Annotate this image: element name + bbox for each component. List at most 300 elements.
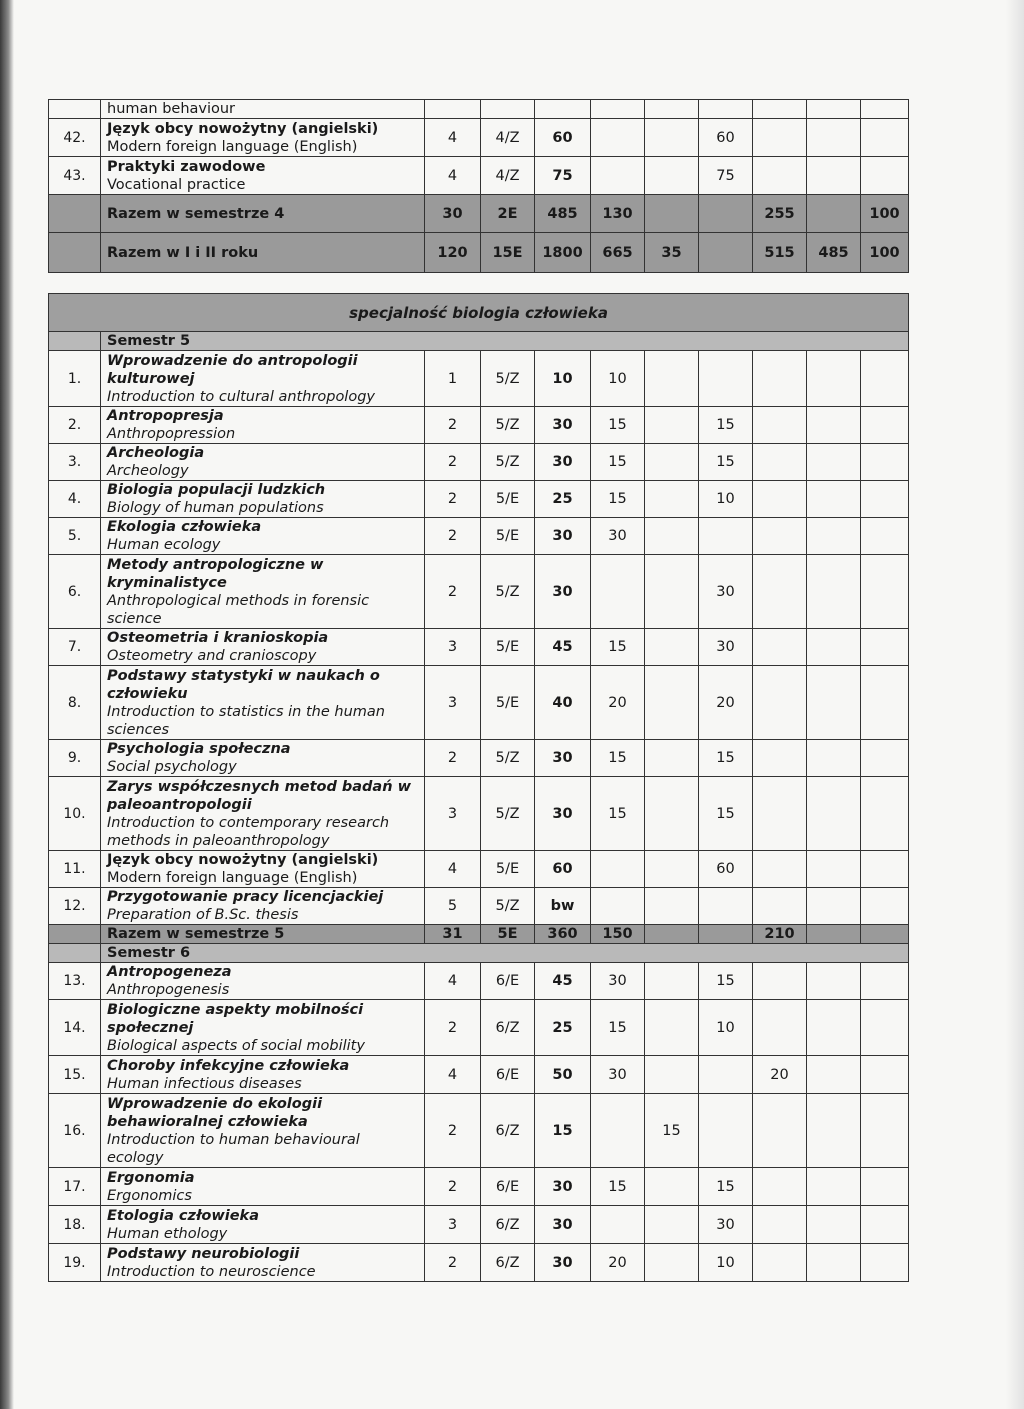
exercise-hours-cell: 20 bbox=[699, 666, 753, 740]
exercise-hours-cell bbox=[699, 351, 753, 407]
form-cell: 6/Z bbox=[481, 1094, 535, 1168]
specialization-title: specjalność biologia człowieka bbox=[49, 294, 909, 332]
row-number: 1. bbox=[49, 351, 101, 407]
form-cell: 5/Z bbox=[481, 740, 535, 777]
project-hours-cell bbox=[807, 351, 861, 407]
summary-empty-cell bbox=[699, 925, 753, 944]
row-number: 6. bbox=[49, 555, 101, 629]
summary-l-cell bbox=[807, 925, 861, 944]
project-hours-cell bbox=[807, 1168, 861, 1206]
summary-p-cell: 100 bbox=[861, 233, 909, 273]
row-number: 18. bbox=[49, 1206, 101, 1244]
summary-label: Razem w semestrze 4 bbox=[101, 195, 425, 233]
total-hours-cell: 10 bbox=[535, 351, 591, 407]
course-name-en: Preparation of B.Sc. thesis bbox=[107, 907, 299, 923]
ects-cell: 2 bbox=[425, 481, 481, 518]
table-row bbox=[49, 157, 909, 195]
lecture-hours-cell bbox=[591, 1094, 645, 1168]
total-hours-cell: 30 bbox=[535, 740, 591, 777]
other-hours-cell bbox=[861, 407, 909, 444]
lecture-hours-cell bbox=[591, 119, 645, 157]
table-row bbox=[49, 518, 909, 555]
lab-hours-cell bbox=[753, 851, 807, 888]
project-hours-cell bbox=[807, 777, 861, 851]
seminar-hours-cell bbox=[645, 851, 699, 888]
table-row bbox=[49, 666, 909, 740]
row-number: 17. bbox=[49, 1168, 101, 1206]
form-cell: 5/E bbox=[481, 518, 535, 555]
course-name-cell bbox=[101, 351, 425, 407]
ects-cell: 4 bbox=[425, 963, 481, 1000]
total-hours-cell: bw bbox=[535, 888, 591, 925]
course-name-en: Biological aspects of social mobility bbox=[107, 1037, 365, 1054]
seminar-hours-cell bbox=[645, 157, 699, 195]
course-name-cell bbox=[101, 518, 425, 555]
total-hours-cell: 25 bbox=[535, 481, 591, 518]
course-name-en: Social psychology bbox=[107, 759, 237, 775]
project-hours-cell bbox=[807, 666, 861, 740]
summary-e-cell: 515 bbox=[753, 233, 807, 273]
lecture-hours-cell: 10 bbox=[591, 351, 645, 407]
summary-ects-cell: 120 bbox=[425, 233, 481, 273]
summary-e-cell: 210 bbox=[753, 925, 807, 944]
lecture-hours-cell: 15 bbox=[591, 629, 645, 666]
summary-s-cell: 35 bbox=[645, 233, 699, 273]
seminar-hours-cell bbox=[645, 481, 699, 518]
total-hours-cell: 75 bbox=[535, 157, 591, 195]
total-hours-cell: 45 bbox=[535, 629, 591, 666]
row-number: 4. bbox=[49, 481, 101, 518]
row-number: 42. bbox=[49, 119, 101, 157]
other-hours-cell bbox=[861, 351, 909, 407]
table2-body bbox=[49, 294, 909, 1282]
seminar-hours-cell bbox=[645, 1244, 699, 1282]
exercise-hours-cell: 10 bbox=[699, 1244, 753, 1282]
lab-hours-cell bbox=[753, 444, 807, 481]
ects-cell: 2 bbox=[425, 407, 481, 444]
course-name-cell bbox=[101, 666, 425, 740]
form-cell: 5/E bbox=[481, 851, 535, 888]
exercise-hours-cell bbox=[699, 1056, 753, 1094]
exercise-hours-cell bbox=[699, 518, 753, 555]
lab-hours-cell bbox=[753, 518, 807, 555]
course-name-pl: Ergonomia bbox=[107, 1169, 195, 1186]
lab-hours-cell bbox=[753, 666, 807, 740]
lab-hours-cell bbox=[753, 1000, 807, 1056]
other-hours-cell bbox=[861, 1244, 909, 1282]
exercise-hours-cell: 60 bbox=[699, 119, 753, 157]
course-name-cell bbox=[101, 629, 425, 666]
summary-total-cell: 1800 bbox=[535, 233, 591, 273]
form-cell: 6/E bbox=[481, 963, 535, 1000]
lab-hours-cell bbox=[753, 119, 807, 157]
course-name-en: Ergonomics bbox=[107, 1187, 192, 1204]
lab-hours-cell bbox=[753, 963, 807, 1000]
other-hours-cell bbox=[861, 444, 909, 481]
table-row bbox=[49, 1244, 909, 1282]
table-row bbox=[49, 555, 909, 629]
course-name-cell bbox=[101, 888, 425, 925]
course-name-en: Introduction to cultural anthropology bbox=[107, 388, 375, 405]
exercise-hours-cell: 75 bbox=[699, 157, 753, 195]
lecture-hours-cell: 15 bbox=[591, 777, 645, 851]
curriculum-table-year-2 bbox=[48, 99, 909, 273]
course-name-en: human behaviour bbox=[107, 101, 236, 117]
course-name-en: Human ethology bbox=[107, 1225, 228, 1242]
lecture-hours-cell: 20 bbox=[591, 666, 645, 740]
seminar-hours-cell bbox=[645, 1206, 699, 1244]
course-name-cell bbox=[101, 963, 425, 1000]
summary-label: Razem w I i II roku bbox=[101, 233, 425, 273]
summary-number-cell bbox=[49, 195, 101, 233]
table-row bbox=[49, 888, 909, 925]
lab-hours-cell bbox=[753, 407, 807, 444]
ects-cell: 1 bbox=[425, 351, 481, 407]
specialization-title-row bbox=[49, 294, 909, 332]
total-hours-cell: 40 bbox=[535, 666, 591, 740]
summary-w-cell: 150 bbox=[591, 925, 645, 944]
lecture-hours-cell: 15 bbox=[591, 407, 645, 444]
form-cell: 5/Z bbox=[481, 777, 535, 851]
exercise-hours-cell: 10 bbox=[699, 481, 753, 518]
course-name-en: Anthropogenesis bbox=[107, 982, 230, 998]
course-name-cell bbox=[101, 740, 425, 777]
form-cell: 6/Z bbox=[481, 1206, 535, 1244]
table-row bbox=[49, 1094, 909, 1168]
lab-hours-cell bbox=[753, 351, 807, 407]
ects-cell: 2 bbox=[425, 1000, 481, 1056]
lab-hours-cell bbox=[753, 157, 807, 195]
table-row bbox=[49, 1000, 909, 1056]
course-name-en: Anthropopression bbox=[107, 426, 236, 442]
exercise-hours-cell: 30 bbox=[699, 629, 753, 666]
summary-row bbox=[49, 925, 909, 944]
ects-cell: 3 bbox=[425, 777, 481, 851]
exercise-hours-cell bbox=[699, 100, 753, 119]
section-number-cell bbox=[49, 944, 101, 963]
ects-cell bbox=[425, 100, 481, 119]
seminar-hours-cell bbox=[645, 1056, 699, 1094]
course-name-cell bbox=[101, 100, 425, 119]
other-hours-cell bbox=[861, 629, 909, 666]
summary-form-cell: 2E bbox=[481, 195, 535, 233]
ects-cell: 4 bbox=[425, 119, 481, 157]
form-cell: 5/Z bbox=[481, 407, 535, 444]
course-name-cell bbox=[101, 851, 425, 888]
form-cell: 6/Z bbox=[481, 1244, 535, 1282]
other-hours-cell bbox=[861, 1206, 909, 1244]
exercise-hours-cell: 10 bbox=[699, 1000, 753, 1056]
lab-hours-cell bbox=[753, 1206, 807, 1244]
project-hours-cell bbox=[807, 481, 861, 518]
other-hours-cell bbox=[861, 740, 909, 777]
project-hours-cell bbox=[807, 1094, 861, 1168]
scan-edge-right bbox=[1006, 0, 1024, 1409]
course-name-pl: Choroby infekcyjne człowieka bbox=[107, 1057, 350, 1074]
total-hours-cell: 60 bbox=[535, 851, 591, 888]
form-cell: 4/Z bbox=[481, 157, 535, 195]
exercise-hours-cell bbox=[699, 1094, 753, 1168]
other-hours-cell bbox=[861, 518, 909, 555]
ects-cell: 2 bbox=[425, 1244, 481, 1282]
project-hours-cell bbox=[807, 963, 861, 1000]
summary-empty-cell bbox=[699, 233, 753, 273]
row-number: 11. bbox=[49, 851, 101, 888]
ects-cell: 2 bbox=[425, 518, 481, 555]
lecture-hours-cell: 15 bbox=[591, 1168, 645, 1206]
course-name-cell bbox=[101, 444, 425, 481]
table-row bbox=[49, 851, 909, 888]
course-name-en: Osteometry and cranioscopy bbox=[107, 648, 317, 664]
row-number: 13. bbox=[49, 963, 101, 1000]
course-name-pl: Biologia populacji ludzkich bbox=[107, 482, 326, 498]
seminar-hours-cell bbox=[645, 100, 699, 119]
exercise-hours-cell: 15 bbox=[699, 740, 753, 777]
exercise-hours-cell: 60 bbox=[699, 851, 753, 888]
course-name-pl: Antropogeneza bbox=[107, 964, 232, 980]
total-hours-cell bbox=[535, 100, 591, 119]
form-cell: 6/Z bbox=[481, 1000, 535, 1056]
course-name-en: Archeology bbox=[107, 463, 189, 479]
seminar-hours-cell bbox=[645, 740, 699, 777]
table-row bbox=[49, 1168, 909, 1206]
course-name-cell bbox=[101, 481, 425, 518]
seminar-hours-cell bbox=[645, 555, 699, 629]
lab-hours-cell bbox=[753, 888, 807, 925]
total-hours-cell: 60 bbox=[535, 119, 591, 157]
other-hours-cell bbox=[861, 963, 909, 1000]
course-name-pl: Psychologia społeczna bbox=[107, 741, 291, 757]
lab-hours-cell bbox=[753, 777, 807, 851]
seminar-hours-cell bbox=[645, 963, 699, 1000]
course-name-cell bbox=[101, 1206, 425, 1244]
lecture-hours-cell bbox=[591, 888, 645, 925]
form-cell: 6/E bbox=[481, 1056, 535, 1094]
other-hours-cell bbox=[861, 481, 909, 518]
project-hours-cell bbox=[807, 518, 861, 555]
total-hours-cell: 30 bbox=[535, 444, 591, 481]
lecture-hours-cell: 20 bbox=[591, 1244, 645, 1282]
other-hours-cell bbox=[861, 1168, 909, 1206]
ects-cell: 4 bbox=[425, 157, 481, 195]
project-hours-cell bbox=[807, 100, 861, 119]
total-hours-cell: 30 bbox=[535, 518, 591, 555]
summary-w-cell: 130 bbox=[591, 195, 645, 233]
exercise-hours-cell: 15 bbox=[699, 407, 753, 444]
course-name-pl: Podstawy neurobiologii bbox=[107, 1245, 300, 1262]
project-hours-cell bbox=[807, 1056, 861, 1094]
summary-label: Razem w semestrze 5 bbox=[101, 925, 425, 944]
table1-body bbox=[49, 100, 909, 273]
exercise-hours-cell: 30 bbox=[699, 555, 753, 629]
summary-s-cell bbox=[645, 195, 699, 233]
course-name-en: Biology of human populations bbox=[107, 500, 324, 516]
other-hours-cell bbox=[861, 1000, 909, 1056]
form-cell: 5/Z bbox=[481, 444, 535, 481]
course-name-cell bbox=[101, 777, 425, 851]
course-name-pl: Podstawy statystyki w naukach o człowieku bbox=[107, 667, 380, 702]
lab-hours-cell bbox=[753, 629, 807, 666]
course-name-pl: Przygotowanie pracy licencjackiej bbox=[107, 889, 384, 905]
row-number bbox=[49, 100, 101, 119]
table-row bbox=[49, 1206, 909, 1244]
exercise-hours-cell: 30 bbox=[699, 1206, 753, 1244]
seminar-hours-cell bbox=[645, 407, 699, 444]
form-cell: 5/E bbox=[481, 629, 535, 666]
seminar-hours-cell bbox=[645, 888, 699, 925]
lecture-hours-cell bbox=[591, 1206, 645, 1244]
ects-cell: 4 bbox=[425, 1056, 481, 1094]
lab-hours-cell bbox=[753, 1244, 807, 1282]
row-number: 5. bbox=[49, 518, 101, 555]
row-number: 7. bbox=[49, 629, 101, 666]
course-name-pl: Etologia człowieka bbox=[107, 1207, 259, 1224]
table-row bbox=[49, 444, 909, 481]
table-row bbox=[49, 777, 909, 851]
other-hours-cell bbox=[861, 1094, 909, 1168]
project-hours-cell bbox=[807, 119, 861, 157]
form-cell: 5/Z bbox=[481, 888, 535, 925]
other-hours-cell bbox=[861, 119, 909, 157]
scan-edge-left bbox=[0, 0, 14, 1409]
course-name-pl: Praktyki zawodowe bbox=[107, 158, 266, 175]
lecture-hours-cell: 15 bbox=[591, 444, 645, 481]
form-cell bbox=[481, 100, 535, 119]
summary-s-cell bbox=[645, 925, 699, 944]
course-name-en: Introduction to neuroscience bbox=[107, 1263, 316, 1280]
summary-total-cell: 360 bbox=[535, 925, 591, 944]
lab-hours-cell bbox=[753, 481, 807, 518]
ects-cell: 2 bbox=[425, 1094, 481, 1168]
course-name-pl: Zarys współczesnych metod badań w paleoantropologii bbox=[107, 778, 411, 813]
ects-cell: 3 bbox=[425, 666, 481, 740]
seminar-hours-cell bbox=[645, 777, 699, 851]
lecture-hours-cell bbox=[591, 555, 645, 629]
course-name-pl: Wprowadzenie do antropologii kulturowej bbox=[107, 352, 358, 387]
course-name-en: Modern foreign language (English) bbox=[107, 138, 358, 155]
summary-row bbox=[49, 233, 909, 273]
lecture-hours-cell: 15 bbox=[591, 1000, 645, 1056]
exercise-hours-cell: 15 bbox=[699, 777, 753, 851]
row-number: 19. bbox=[49, 1244, 101, 1282]
total-hours-cell: 30 bbox=[535, 1168, 591, 1206]
lab-hours-cell bbox=[753, 555, 807, 629]
summary-l-cell bbox=[807, 195, 861, 233]
other-hours-cell bbox=[861, 555, 909, 629]
total-hours-cell: 30 bbox=[535, 407, 591, 444]
seminar-hours-cell bbox=[645, 1168, 699, 1206]
row-number: 12. bbox=[49, 888, 101, 925]
summary-p-cell: 100 bbox=[861, 195, 909, 233]
other-hours-cell bbox=[861, 157, 909, 195]
total-hours-cell: 30 bbox=[535, 777, 591, 851]
course-name-pl: Język obcy nowożytny (angielski) bbox=[107, 852, 379, 868]
summary-empty-cell bbox=[861, 925, 909, 944]
project-hours-cell bbox=[807, 888, 861, 925]
course-name-cell bbox=[101, 157, 425, 195]
ects-cell: 5 bbox=[425, 888, 481, 925]
course-name-en: Introduction to human behavioural ecology bbox=[107, 1131, 360, 1166]
table-row bbox=[49, 100, 909, 119]
ects-cell: 2 bbox=[425, 444, 481, 481]
course-name-pl: Archeologia bbox=[107, 445, 205, 461]
seminar-hours-cell: 15 bbox=[645, 1094, 699, 1168]
row-number: 9. bbox=[49, 740, 101, 777]
course-name-cell bbox=[101, 1168, 425, 1206]
course-name-cell bbox=[101, 1000, 425, 1056]
form-cell: 5/E bbox=[481, 481, 535, 518]
summary-empty-cell bbox=[699, 195, 753, 233]
section-number-cell bbox=[49, 332, 101, 351]
summary-number-cell bbox=[49, 925, 101, 944]
total-hours-cell: 25 bbox=[535, 1000, 591, 1056]
course-name-en: Introduction to statistics in the human sciences bbox=[107, 703, 385, 738]
course-name-en: Modern foreign language (English) bbox=[107, 870, 358, 886]
course-name-en: Anthropological methods in forensic science bbox=[107, 592, 370, 627]
ects-cell: 2 bbox=[425, 555, 481, 629]
seminar-hours-cell bbox=[645, 629, 699, 666]
course-name-cell bbox=[101, 1056, 425, 1094]
other-hours-cell bbox=[861, 851, 909, 888]
other-hours-cell bbox=[861, 1056, 909, 1094]
lab-hours-cell bbox=[753, 100, 807, 119]
other-hours-cell bbox=[861, 666, 909, 740]
project-hours-cell bbox=[807, 629, 861, 666]
project-hours-cell bbox=[807, 157, 861, 195]
ects-cell: 3 bbox=[425, 629, 481, 666]
semester-6-header bbox=[49, 944, 909, 963]
course-name-pl: Ekologia człowieka bbox=[107, 519, 262, 535]
project-hours-cell bbox=[807, 740, 861, 777]
course-name-pl: Język obcy nowożytny (angielski) bbox=[107, 120, 379, 137]
summary-w-cell: 665 bbox=[591, 233, 645, 273]
row-number: 3. bbox=[49, 444, 101, 481]
course-name-en: Human infectious diseases bbox=[107, 1075, 302, 1092]
table-row bbox=[49, 963, 909, 1000]
seminar-hours-cell bbox=[645, 1000, 699, 1056]
course-name-pl: Antropopresja bbox=[107, 408, 224, 424]
table-row bbox=[49, 629, 909, 666]
table-row bbox=[49, 351, 909, 407]
lab-hours-cell bbox=[753, 740, 807, 777]
lab-hours-cell bbox=[753, 1094, 807, 1168]
table-row bbox=[49, 481, 909, 518]
course-name-pl: Biologiczne aspekty mobilności społecznej bbox=[107, 1001, 364, 1036]
exercise-hours-cell: 15 bbox=[699, 444, 753, 481]
table-row bbox=[49, 407, 909, 444]
course-name-cell bbox=[101, 407, 425, 444]
ects-cell: 2 bbox=[425, 1168, 481, 1206]
form-cell: 6/E bbox=[481, 1168, 535, 1206]
lecture-hours-cell bbox=[591, 851, 645, 888]
lecture-hours-cell: 30 bbox=[591, 518, 645, 555]
exercise-hours-cell: 15 bbox=[699, 963, 753, 1000]
course-name-cell bbox=[101, 1244, 425, 1282]
summary-l-cell: 485 bbox=[807, 233, 861, 273]
row-number: 2. bbox=[49, 407, 101, 444]
semester-5-header bbox=[49, 332, 909, 351]
total-hours-cell: 15 bbox=[535, 1094, 591, 1168]
lecture-hours-cell bbox=[591, 100, 645, 119]
exercise-hours-cell bbox=[699, 888, 753, 925]
seminar-hours-cell bbox=[645, 518, 699, 555]
course-name-cell bbox=[101, 555, 425, 629]
summary-row bbox=[49, 195, 909, 233]
section-label: Semestr 6 bbox=[101, 944, 909, 963]
row-number: 14. bbox=[49, 1000, 101, 1056]
table-row bbox=[49, 1056, 909, 1094]
row-number: 15. bbox=[49, 1056, 101, 1094]
